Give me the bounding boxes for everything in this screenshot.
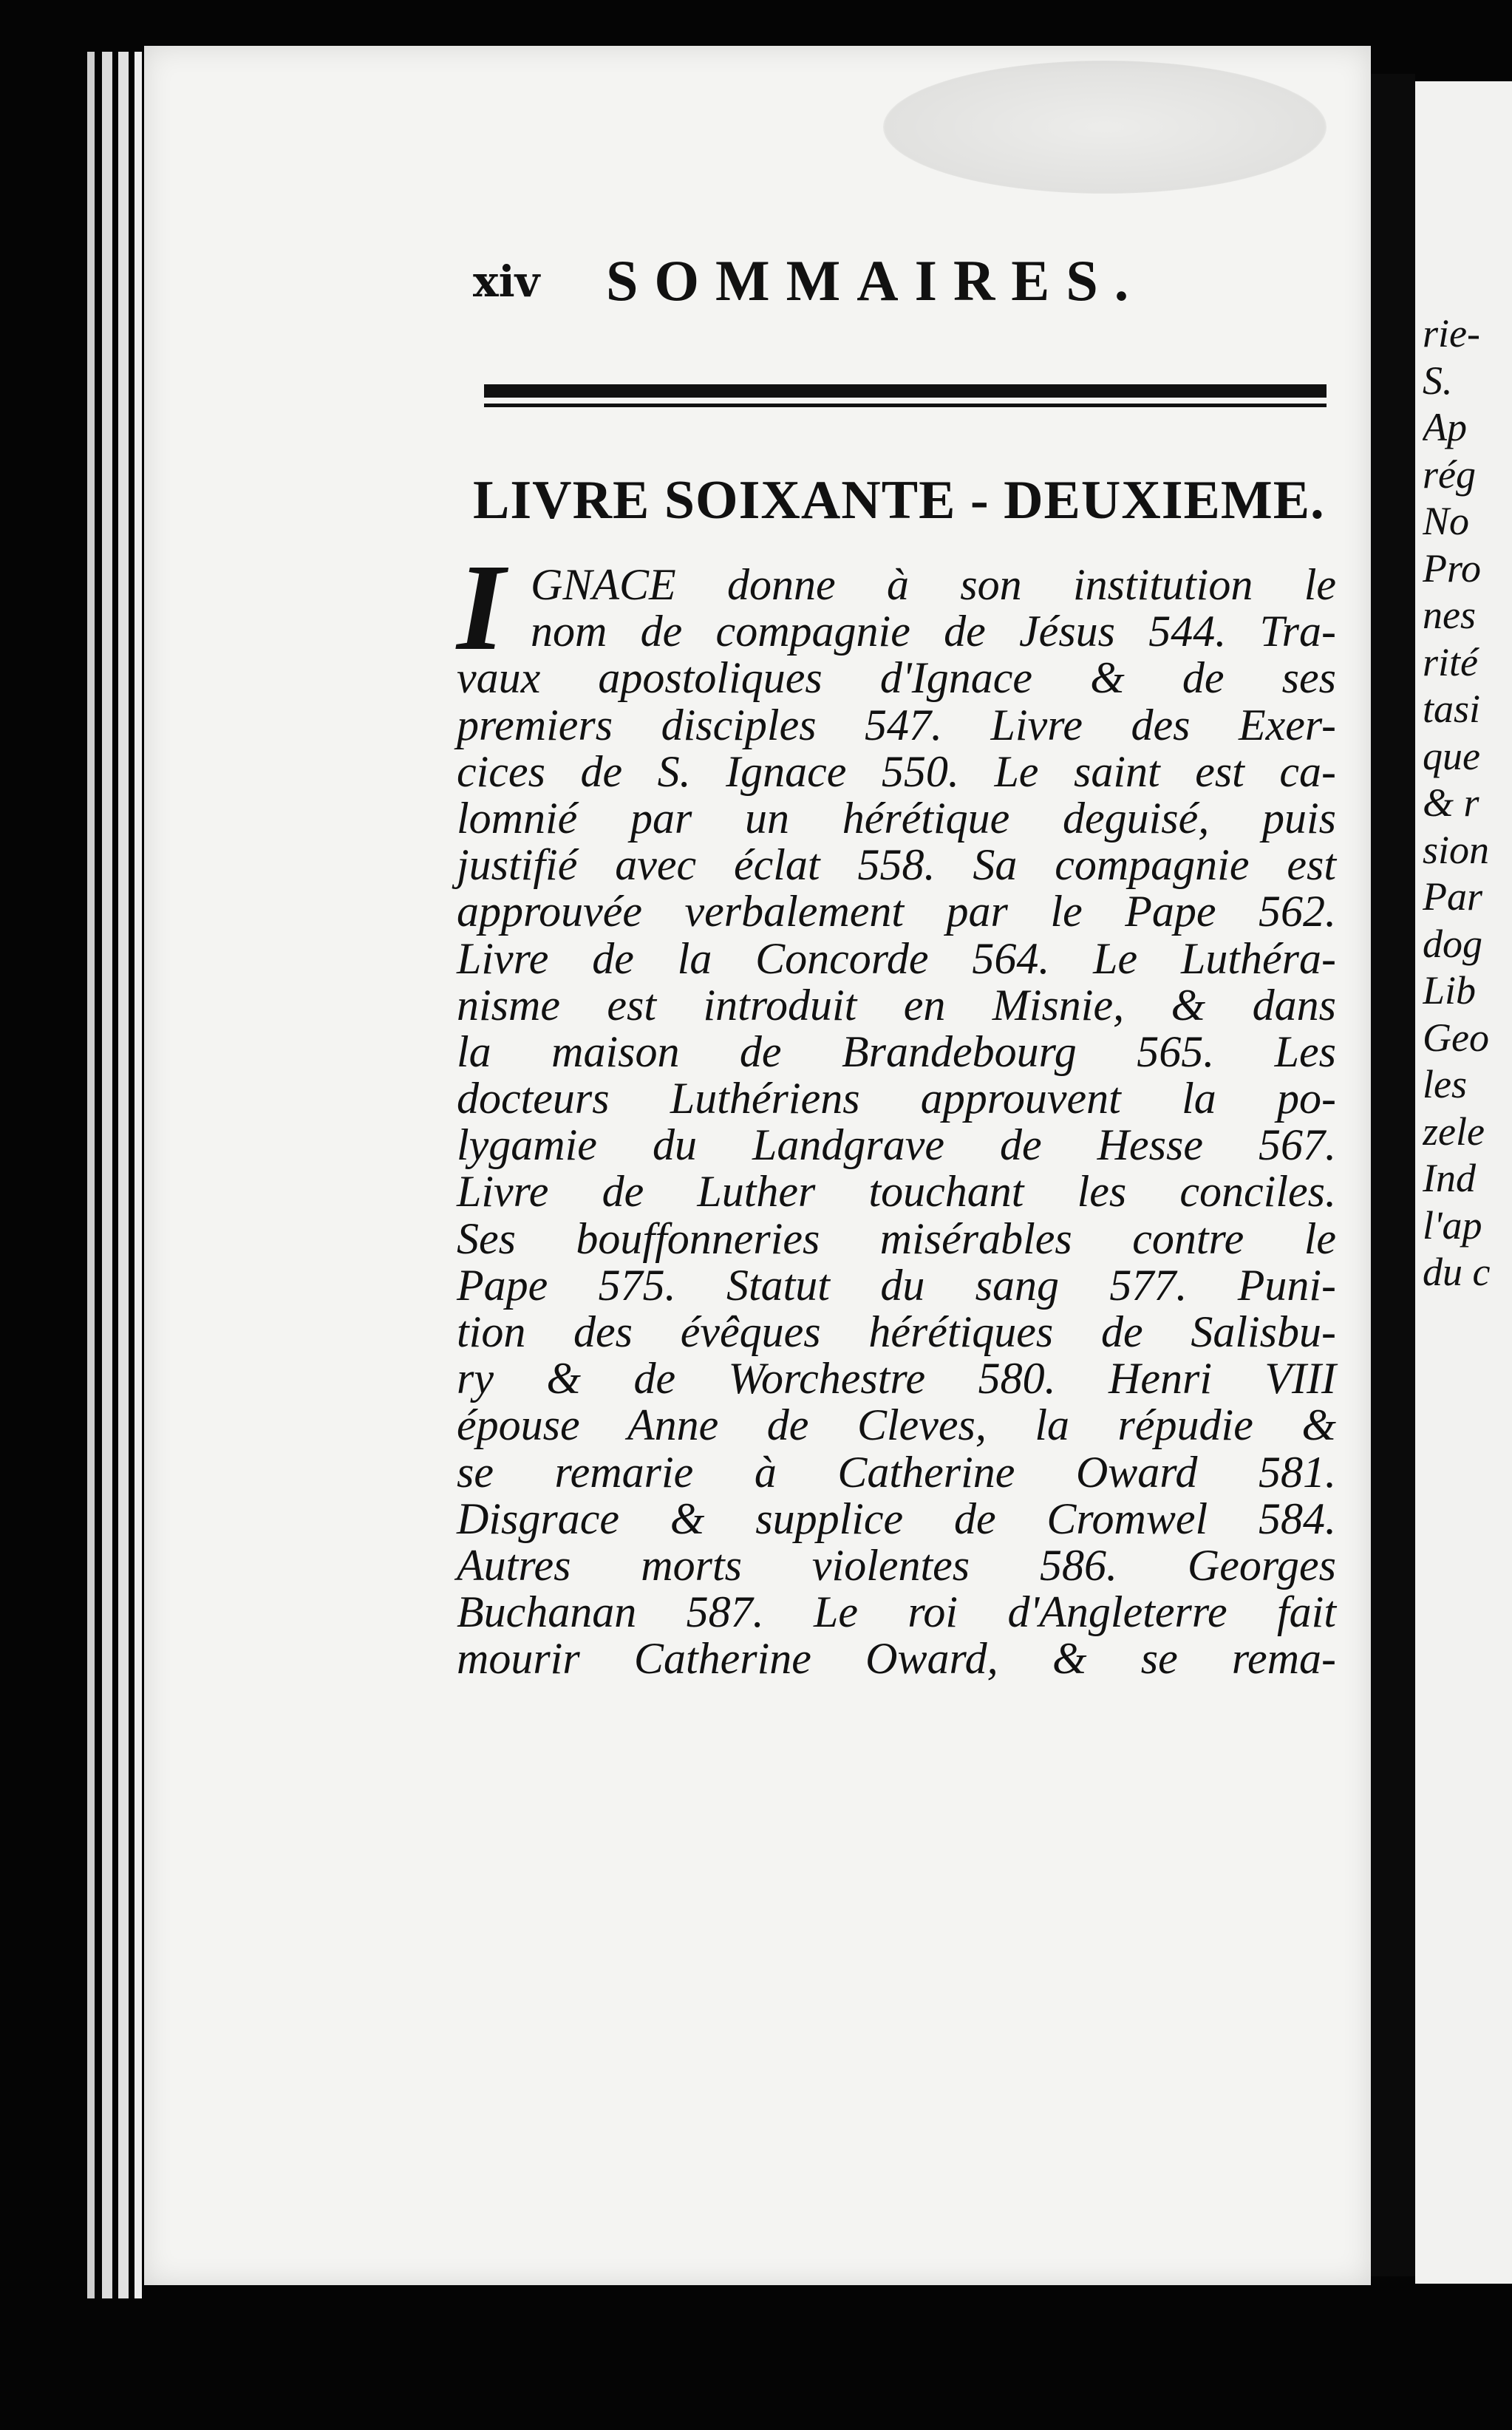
water-stain bbox=[883, 61, 1327, 194]
text-line: Buchanan 587. Le roi d'Angleterre fait bbox=[457, 1587, 1336, 1637]
text-line: Autres morts violentes 586. Georges bbox=[457, 1540, 1336, 1590]
fragment-line: l'ap bbox=[1423, 1202, 1482, 1248]
text-line: mourir Catherine Oward, & se rema- bbox=[457, 1634, 1336, 1684]
page-edge bbox=[102, 52, 112, 2298]
fragment-line: & r bbox=[1423, 780, 1479, 825]
text-line: tion des évêques hérétiques de Salisbu- bbox=[457, 1307, 1336, 1356]
summary-text bbox=[457, 562, 1336, 1683]
fragment-line: du c bbox=[1423, 1250, 1491, 1294]
fragment-line: Par bbox=[1423, 874, 1482, 919]
text-line: Pape 575. Statut du sang 577. Puni- bbox=[457, 1260, 1336, 1310]
book-gutter bbox=[1371, 74, 1415, 2276]
drop-cap: I bbox=[457, 539, 505, 676]
fragment-line: rité bbox=[1423, 639, 1478, 684]
page-edge bbox=[87, 52, 95, 2298]
text-line: Disgrace & supplice de Cromwel 584. bbox=[457, 1494, 1336, 1543]
fragment-line: que bbox=[1423, 733, 1480, 778]
text-line: lygamie du Landgrave de Hesse 567. bbox=[457, 1120, 1336, 1170]
header-rule-thin bbox=[484, 404, 1327, 407]
text-line: nom de compagnie de Jésus 544. Tra- bbox=[531, 607, 1336, 656]
page-edge bbox=[134, 52, 142, 2298]
text-line: cices de S. Ignace 550. Le saint est ca- bbox=[457, 746, 1336, 796]
fragment-line: Pro bbox=[1423, 545, 1481, 591]
fragment-line: Ap bbox=[1423, 405, 1467, 449]
fragment-line: les bbox=[1423, 1062, 1467, 1106]
fragment-line: No bbox=[1423, 499, 1470, 543]
text-line: GNACE donne à son institution le bbox=[531, 560, 1336, 609]
fragment-line: Lib bbox=[1423, 968, 1477, 1012]
fragment-line: tasi bbox=[1423, 687, 1481, 731]
fragment-line: zele bbox=[1423, 1109, 1485, 1154]
fragment-line: Ind bbox=[1423, 1156, 1476, 1200]
text-line: premiers disciples 547. Livre des Exer- bbox=[457, 700, 1336, 749]
text-line: épouse Anne de Cleves, la répudie & bbox=[457, 1401, 1336, 1450]
text-line: docteurs Luthériens approuvent la po- bbox=[457, 1074, 1336, 1123]
text-line: ry & de Worchestre 580. Henri VIII bbox=[457, 1354, 1336, 1403]
book-title: LIVRE SOIXANTE - DEUXIEME. bbox=[473, 470, 1325, 531]
text-line: Ses bouffonneries misérables contre le bbox=[457, 1214, 1336, 1263]
text-line: justifié avec éclat 558. Sa compagnie est bbox=[457, 840, 1336, 890]
fragment-line: S. bbox=[1423, 358, 1453, 403]
fragment-line: rie- bbox=[1423, 311, 1480, 355]
header-rule-thick bbox=[484, 384, 1327, 398]
fragment-line: sion bbox=[1423, 827, 1490, 872]
text-line: Livre de Luther touchant les conciles. bbox=[457, 1167, 1336, 1216]
text-line: la maison de Brandebourg 565. Les bbox=[457, 1027, 1336, 1076]
running-title: SOMMAIRES. bbox=[606, 248, 1145, 313]
text-line: approuvée verbalement par le Pape 562. bbox=[457, 887, 1336, 936]
text-line: Livre de la Concorde 564. Le Luthéra- bbox=[457, 933, 1336, 983]
fragment-line: Geo bbox=[1423, 1015, 1489, 1060]
fragment-line: nes bbox=[1423, 593, 1476, 637]
fragment-line: dog bbox=[1423, 921, 1482, 966]
fragment-line: rég bbox=[1423, 452, 1476, 497]
page-edge bbox=[118, 52, 129, 2298]
text-line: se remarie à Catherine Oward 581. bbox=[457, 1447, 1336, 1497]
facing-page-text bbox=[1423, 310, 1512, 1296]
running-head bbox=[473, 248, 1212, 314]
text-line: vaux apostoliques d'Ignace & de ses bbox=[457, 653, 1336, 703]
page-number: xiv bbox=[473, 256, 540, 307]
text-line: lomnié par un hérétique deguisé, puis bbox=[457, 793, 1336, 843]
text-line: nisme est introduit en Misnie, & dans bbox=[457, 980, 1336, 1029]
